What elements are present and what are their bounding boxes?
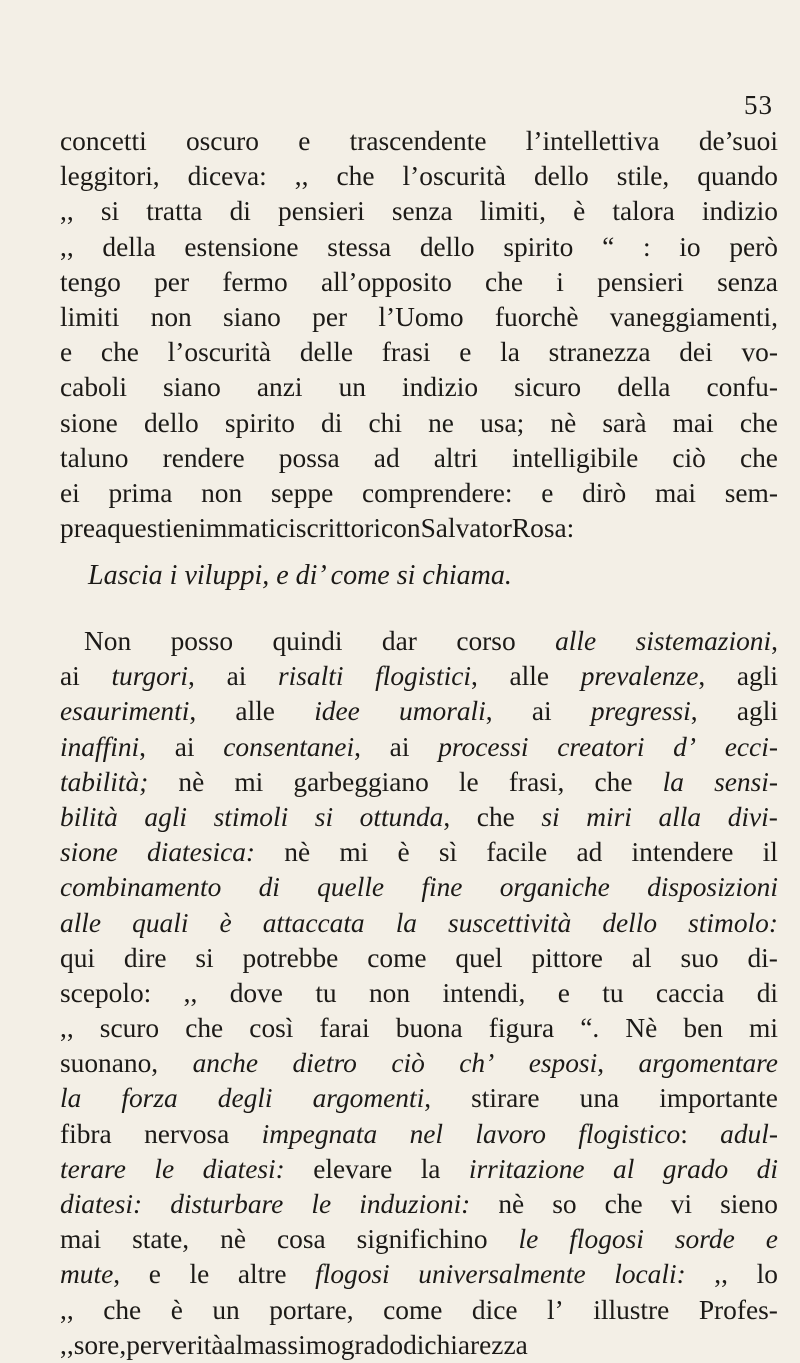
- text-line: alle quali è attaccata la suscettività dello stimolo:: [60, 907, 778, 938]
- text-line: terare le diatesi: elevare la irritazione al grado di: [60, 1153, 778, 1184]
- text-line: diatesi: disturbare le induzioni: nè so che vi sieno: [60, 1189, 778, 1219]
- text-line: pre a questi enimmatici scrittori con Salvator Rosa:: [60, 513, 575, 544]
- text-line: scepolo: ,, dove tu non intendi, e tu caccia di: [60, 977, 778, 1008]
- text-line: tengo per fermo all’opposito che i pensieri senza: [60, 266, 778, 297]
- text-line: ,, che è un portare, come dice l’ illustre Profes-: [60, 1294, 778, 1325]
- text-line: combinamento di quelle fine organiche disposizioni: [60, 872, 778, 903]
- text-line: fibra nervosa impegnata nel lavoro flogistico: adul-: [60, 1118, 778, 1149]
- text-line: taluno rendere possa ad altri intelligibile ciò che: [60, 442, 778, 473]
- text-line: concetti oscuro e trascendente l’intellettiva de’suoi: [60, 126, 778, 156]
- text-line: sione diatesica: nè mi è sì facile ad intendere il: [60, 837, 778, 868]
- text-line: suonano, anche dietro ciò ch’ esposi, argomentare: [60, 1048, 778, 1079]
- text-line: caboli siano anzi un indizio sicuro della confu-: [60, 372, 778, 403]
- text-line: la forza degli argomenti, stirare una importante: [60, 1083, 778, 1114]
- text-line: ,, della estensione stessa dello spirito “ : io però: [60, 231, 778, 262]
- text-line: Non posso quindi dar corso alle sistemazioni,: [84, 626, 778, 656]
- text-line: ,, scuro che così farai buona figura “. Nè ben mi: [60, 1013, 778, 1044]
- text-line: leggitori, diceva: ,, che l’oscurità dello stile, quando: [60, 161, 778, 192]
- text-line: limiti non siano per l’Uomo fuorchè vaneggiamenti,: [60, 301, 778, 332]
- page-number: 53: [744, 90, 773, 120]
- paragraph-2: [60, 624, 778, 1363]
- text-line: esaurimenti, alle idee umorali, ai pregressi, agli: [60, 696, 778, 727]
- text-line: bilità agli stimoli si ottunda, che si miri alla divi-: [60, 801, 778, 832]
- text-line: qui dire si potrebbe come quel pittore al suo di-: [60, 942, 778, 973]
- text-line: ,, sore, per verità al massimo grado di chiarezza: [60, 1329, 528, 1360]
- text-line: ai turgori, ai risalti flogistici, alle prevalenze, agli: [60, 661, 778, 692]
- text-line: sione dello spirito di chi ne usa; nè sarà mai che: [60, 407, 778, 438]
- text-line: ,, si tratta di pensieri senza limiti, è talora indizio: [60, 196, 778, 227]
- text-line: mai state, nè cosa significhino le flogosi sorde e: [60, 1224, 778, 1255]
- text-line: ei prima non seppe comprendere: e dirò mai sem-: [60, 477, 778, 508]
- text-line: tabilità; nè mi garbeggiano le frasi, che la sensi-: [60, 766, 778, 797]
- paragraph-1: [60, 124, 778, 546]
- quoted-verse: Lascia i viluppi, e di’ come si chiama.: [88, 560, 512, 591]
- text-line: e che l’oscurità delle frasi e la stranezza dei vo-: [60, 337, 778, 368]
- text-line: mute, e le altre flogosi universalmente locali: ,, lo: [60, 1259, 778, 1290]
- text-line: inaffini, ai consentanei, ai processi creatori d’ ecci-: [60, 731, 778, 762]
